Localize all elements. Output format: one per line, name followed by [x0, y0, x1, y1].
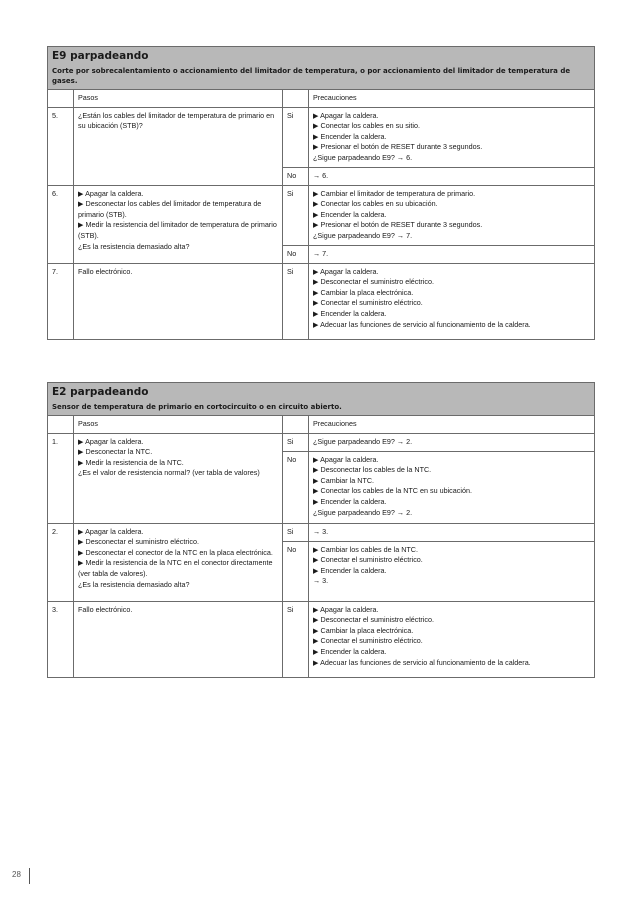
answer-no: No	[283, 245, 309, 263]
table-header	[48, 47, 595, 90]
page-number: 28	[12, 870, 21, 879]
table-row	[48, 523, 595, 541]
step-number: 6.	[48, 185, 74, 263]
answer-si: Si	[283, 107, 309, 167]
step-number: 5.	[48, 107, 74, 185]
answer-no: No	[283, 451, 309, 523]
precaution-si: ▶ Apagar la caldera. ▶ Desconectar el suministro eléctrico. ▶ Cambiar la placa electrónica. ▶ Conectar el suministro eléctrico. ▶ Encender la caldera. ▶ Adecuar las funciones de servicio al funcionamiento de la caldera.	[309, 601, 595, 677]
precaution-no: → 6.	[309, 167, 595, 185]
step-pasos: Fallo electrónico.	[74, 601, 283, 677]
table-row	[48, 263, 595, 339]
answer-si: Si	[283, 433, 309, 451]
column-header-pasos: Pasos	[74, 416, 283, 434]
table-e9	[47, 46, 595, 340]
precaution-si: ¿Sigue parpadeando E9? → 2.	[309, 433, 595, 451]
answer-si: Si	[283, 601, 309, 677]
table-title: E2 parpadeando	[52, 386, 149, 398]
column-header-precauciones: Precauciones	[309, 90, 595, 108]
table-header	[48, 383, 595, 416]
step-number: 3.	[48, 601, 74, 677]
answer-si: Si	[283, 523, 309, 541]
answer-no: No	[283, 167, 309, 185]
precaution-no: ▶ Apagar la caldera. ▶ Desconectar los cables de la NTC. ▶ Cambiar la NTC. ▶ Conectar los cables de la NTC en su ubicación. ▶ Encender la caldera. ¿Sigue parpadeando E9? → 2.	[309, 451, 595, 523]
precaution-no: ▶ Cambiar los cables de la NTC. ▶ Conectar el suministro eléctrico. ▶ Encender la caldera. → 3.	[309, 541, 595, 601]
table-e2	[47, 382, 595, 678]
table-row	[48, 601, 595, 677]
column-header-row	[48, 90, 595, 108]
table-row	[48, 185, 595, 245]
answer-si: Si	[283, 263, 309, 339]
step-pasos: ¿Están los cables del limitador de temperatura de primario en su ubicación (STB)?	[74, 107, 283, 185]
step-number: 7.	[48, 263, 74, 339]
precaution-si: ▶ Apagar la caldera. ▶ Conectar los cables en su sitio. ▶ Encender la caldera. ▶ Presionar el botón de RESET durante 3 segundos. ¿Sigue parpadeando E9? → 6.	[309, 107, 595, 167]
precaution-si: ▶ Apagar la caldera. ▶ Desconectar el suministro eléctrico. ▶ Cambiar la placa electrónica. ▶ Conectar el suministro eléctrico. ▶ Encender la caldera. ▶ Adecuar las funciones de servicio al funcionamiento de la caldera.	[309, 263, 595, 339]
column-header-row	[48, 416, 595, 434]
column-header-precauciones: Precauciones	[309, 416, 595, 434]
step-pasos: ▶ Apagar la caldera. ▶ Desconectar los cables del limitador de temperatura de primario (STB). ▶ Medir la resistencia del limitador de temperatura de primario (STB). ¿Es la resistencia demasiado alta?	[74, 185, 283, 263]
table-subtitle: Sensor de temperatura de primario en cortocircuito o en circuito abierto.	[52, 403, 342, 411]
answer-no: No	[283, 541, 309, 601]
step-pasos: ▶ Apagar la caldera. ▶ Desconectar la NTC. ▶ Medir la resistencia de la NTC. ¿Es el valor de resistencia normal? (ver tabla de valores)	[74, 433, 283, 523]
step-number: 1.	[48, 433, 74, 523]
column-header-pasos: Pasos	[74, 90, 283, 108]
step-pasos: ▶ Apagar la caldera. ▶ Desconectar el suministro eléctrico. ▶ Desconectar el conector de la NTC en la placa electrónica. ▶ Medir la resistencia de la NTC en el conector directamente (ver tabla de valores). ¿Es la resistencia demasiado alta?	[74, 523, 283, 601]
table-row	[48, 433, 595, 451]
page-number-divider	[29, 868, 30, 884]
precaution-no: → 7.	[309, 245, 595, 263]
table-title: E9 parpadeando	[52, 50, 149, 62]
table-row	[48, 107, 595, 167]
table-subtitle: Corte por sobrecalentamiento o accionamiento del limitador de temperatura, o por accionamiento del limitador de temperatura de gases.	[52, 67, 571, 85]
precaution-si: ▶ Cambiar el limitador de temperatura de primario. ▶ Conectar los cables en su ubicación. ▶ Encender la caldera. ▶ Presionar el botón de RESET durante 3 segundos. ¿Sigue parpadeando E9? → 7.	[309, 185, 595, 245]
answer-si: Si	[283, 185, 309, 245]
step-pasos: Fallo electrónico.	[74, 263, 283, 339]
step-number: 2.	[48, 523, 74, 601]
precaution-si: → 3.	[309, 523, 595, 541]
